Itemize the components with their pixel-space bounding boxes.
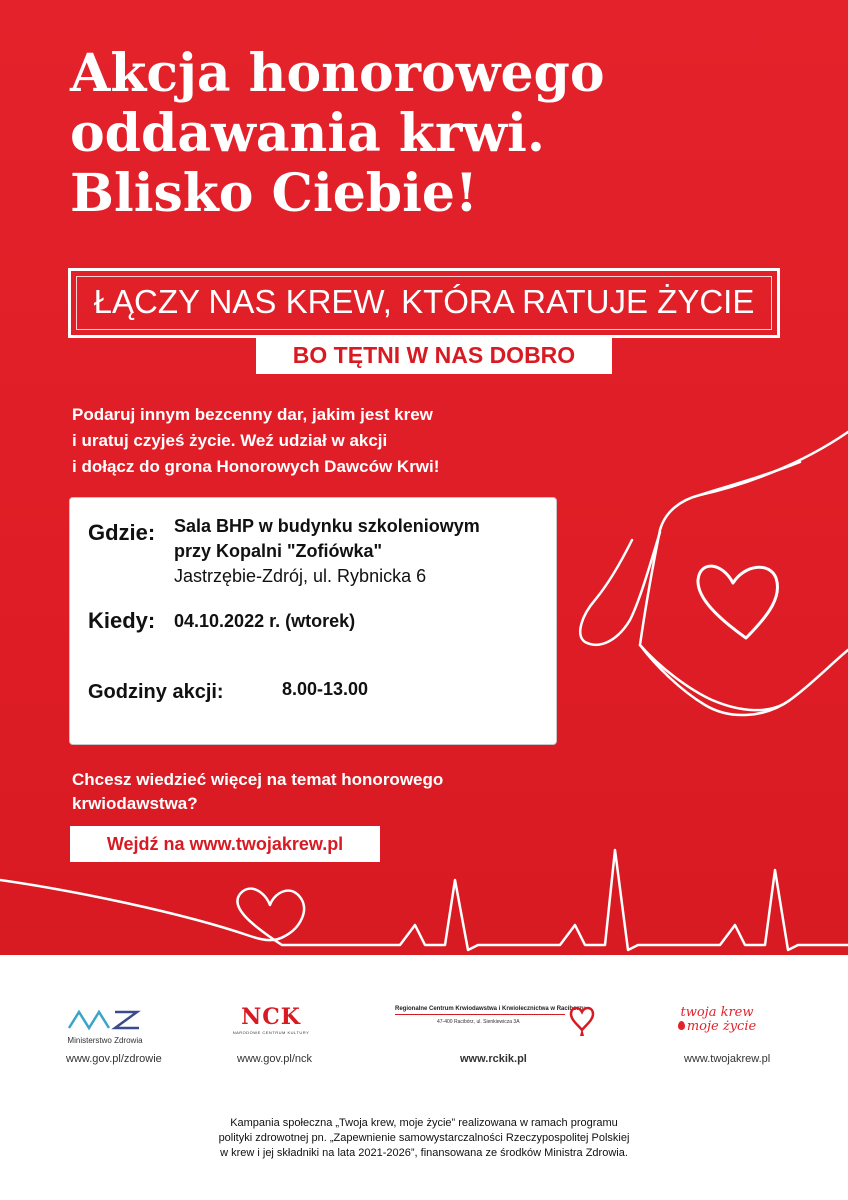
hours-value: 8.00-13.00 bbox=[282, 679, 369, 699]
sub-slogan-badge: BO TĘTNI W NAS DOBRO bbox=[256, 336, 612, 374]
intro-line: i dołącz do grona Honorowych Dawców Krwi! bbox=[72, 457, 440, 476]
where-venue: Sala BHP w budynku szkoleniowym bbox=[174, 516, 480, 536]
hours-label: Godziny akcji: bbox=[88, 681, 224, 703]
nck-logo-caption: NARODOWE CENTRUM KULTURY bbox=[232, 1030, 310, 1035]
where-venue-detail: przy Kopalni "Zofiówka" bbox=[174, 541, 383, 561]
intro-text bbox=[72, 402, 542, 480]
logo-nck[interactable] bbox=[226, 1004, 316, 1035]
intro-line: Podaruj innym bezcenny dar, jakim jest krew bbox=[72, 405, 433, 424]
url-twojakrew[interactable]: www.twojakrew.pl bbox=[684, 1053, 771, 1065]
rckik-drop-heart-icon bbox=[569, 1004, 595, 1038]
more-info-text bbox=[72, 768, 552, 816]
mz-logo-icon bbox=[67, 1006, 143, 1032]
title-line: Blisko Ciebie! bbox=[70, 163, 478, 224]
url-rckik[interactable]: www.rckik.pl bbox=[460, 1053, 527, 1065]
title-line: oddawania krwi. bbox=[70, 103, 545, 164]
footer-line: Kampania społeczna „Twoja krew, moje życie” realizowana w ramach programu bbox=[230, 1117, 618, 1129]
logo-ministerstwo-zdrowia[interactable] bbox=[55, 1006, 155, 1045]
twojakrew-link-button[interactable]: Wejdź na www.twojakrew.pl bbox=[70, 826, 380, 862]
more-info-line: Chcesz wiedzieć więcej na temat honorowego bbox=[72, 770, 444, 789]
url-gov-nck[interactable]: www.gov.pl/nck bbox=[237, 1053, 312, 1065]
when-label: Kiedy: bbox=[88, 608, 156, 633]
campaign-footer bbox=[120, 1116, 728, 1161]
rckik-logo-name: Regionalne Centrum Krwiodawstwa i Krwiolecznictwa w Raciborzu bbox=[395, 1006, 565, 1015]
page-title bbox=[70, 44, 790, 224]
twoja-krew-logo-line2-wrap bbox=[662, 1020, 772, 1034]
blood-drop-icon bbox=[678, 1021, 685, 1030]
where-label: Gdzie: bbox=[88, 520, 156, 545]
title-line: Akcja honorowego bbox=[70, 43, 605, 104]
logo-twoja-krew[interactable] bbox=[662, 1006, 772, 1034]
nck-logo-text: NCK bbox=[241, 1004, 301, 1030]
slogan-text: ŁĄCZY NAS KREW, KTÓRA RATUJE ŻYCIE bbox=[93, 283, 755, 320]
more-info-line: krwiodawstwa? bbox=[72, 794, 198, 813]
slogan-frame bbox=[68, 268, 780, 338]
when-value: 04.10.2022 r. (wtorek) bbox=[174, 611, 356, 631]
twoja-krew-logo-line1: twoja krew bbox=[680, 1005, 754, 1020]
footer-line: polityki zdrowotnej pn. „Zapewnienie samowystarczalności Rzeczypospolitej Polskiej bbox=[218, 1132, 630, 1144]
footer-line: w krew i jej składniki na lata 2021-2026”, finansowana ze środków Ministra Zdrowia. bbox=[220, 1147, 628, 1159]
logo-rckik[interactable] bbox=[395, 1006, 600, 1025]
intro-line: i uratuj czyjeś życie. Weź udział w akcji bbox=[72, 431, 388, 450]
mz-logo-caption: Ministerstwo Zdrowia bbox=[67, 1036, 143, 1045]
twoja-krew-logo-line2: moje życie bbox=[686, 1019, 757, 1034]
rckik-logo-address: 47-400 Racibórz, ul. Sienkiewicza 3A bbox=[437, 1019, 520, 1025]
event-details-box bbox=[70, 498, 556, 744]
where-address: Jastrzębie-Zdrój, ul. Rybnicka 6 bbox=[174, 566, 427, 586]
url-gov-zdrowie[interactable]: www.gov.pl/zdrowie bbox=[66, 1053, 162, 1065]
